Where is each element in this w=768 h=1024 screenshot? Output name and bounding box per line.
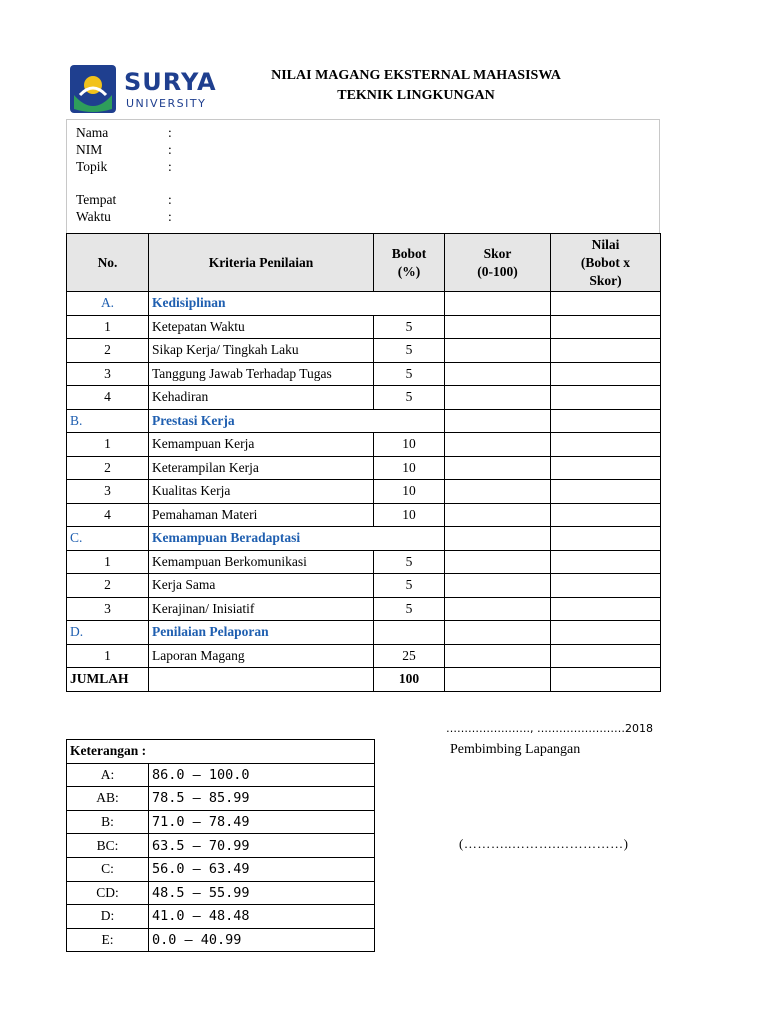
item-name: Tanggung Jawab Terhadap Tugas (149, 362, 374, 386)
legend-row (67, 857, 375, 881)
legend-range: 41.0 – 48.48 (149, 905, 375, 929)
section-name: Prestasi Kerja (149, 409, 445, 433)
header-nilai-line3: Skor) (589, 272, 622, 288)
document-title (246, 66, 586, 106)
table-row (67, 433, 661, 457)
value-cell[interactable] (551, 433, 661, 457)
item-name: Kemampuan Kerja (149, 433, 374, 457)
item-bobot: 5 (374, 574, 445, 598)
value-cell[interactable] (551, 480, 661, 504)
header-nilai-line1: Nilai (591, 236, 620, 252)
section-row-b (67, 409, 661, 433)
item-no: 4 (67, 503, 149, 527)
score-cell[interactable] (445, 456, 551, 480)
header-skor-line2: (0-100) (477, 263, 518, 279)
score-cell[interactable] (445, 503, 551, 527)
identity-label: NIM (76, 142, 103, 157)
item-no: 1 (67, 315, 149, 339)
section-name: Kedisiplinan (149, 292, 445, 316)
identity-row-topik (76, 159, 172, 175)
identity-colon: : (168, 125, 172, 140)
score-cell[interactable] (445, 550, 551, 574)
section-name: Penilaian Pelaporan (149, 621, 374, 645)
value-cell[interactable] (551, 550, 661, 574)
bobot-cell (374, 621, 445, 645)
total-bobot: 100 (374, 668, 445, 692)
section-letter: A. (67, 292, 149, 316)
header-nilai (551, 234, 661, 292)
title-line-1: NILAI MAGANG EKSTERNAL MAHASISWA (271, 68, 561, 83)
score-cell[interactable] (445, 480, 551, 504)
section-letter: C. (67, 527, 149, 551)
item-name: Kerja Sama (149, 574, 374, 598)
item-name: Pemahaman Materi (149, 503, 374, 527)
score-cell[interactable] (445, 644, 551, 668)
table-row (67, 456, 661, 480)
value-cell[interactable] (551, 574, 661, 598)
total-score-cell[interactable] (445, 668, 551, 692)
table-row (67, 315, 661, 339)
total-row (67, 668, 661, 692)
legend-row (67, 881, 375, 905)
legend-grade: B: (67, 810, 149, 834)
section-letter: B. (67, 409, 149, 433)
table-row (67, 574, 661, 598)
identity-label: Topik (76, 159, 108, 174)
value-cell[interactable] (551, 315, 661, 339)
score-cell[interactable] (445, 386, 551, 410)
item-bobot: 5 (374, 597, 445, 621)
legend-range: 48.5 – 55.99 (149, 881, 375, 905)
legend-row (67, 763, 375, 787)
value-cell[interactable] (551, 339, 661, 363)
value-cell[interactable] (551, 386, 661, 410)
identity-colon: : (168, 142, 172, 157)
legend-range: 78.5 – 85.99 (149, 787, 375, 811)
item-no: 1 (67, 644, 149, 668)
item-bobot: 5 (374, 386, 445, 410)
section-row-a (67, 292, 661, 316)
signature-line: (………..……….……………) (459, 836, 629, 851)
assessment-table (66, 233, 661, 692)
identity-colon: : (168, 159, 172, 174)
identity-colon: : (168, 192, 172, 207)
header-bobot-line1: Bobot (391, 245, 427, 261)
item-bobot: 10 (374, 433, 445, 457)
table-row (67, 550, 661, 574)
score-cell[interactable] (445, 315, 551, 339)
header-kriteria: Kriteria Penilaian (149, 234, 374, 292)
legend-row (67, 834, 375, 858)
table-row (67, 480, 661, 504)
item-name: Ketepatan Waktu (149, 315, 374, 339)
legend-grade: C: (67, 857, 149, 881)
table-row (67, 644, 661, 668)
legend-grade: BC: (67, 834, 149, 858)
logo-sub-text: UNIVERSITY (126, 97, 207, 110)
item-name: Laporan Magang (149, 644, 374, 668)
item-no: 3 (67, 597, 149, 621)
legend-grade: AB: (67, 787, 149, 811)
item-bobot: 5 (374, 315, 445, 339)
item-no: 3 (67, 480, 149, 504)
legend-range: 86.0 – 100.0 (149, 763, 375, 787)
section-name: Kemampuan Beradaptasi (149, 527, 445, 551)
identity-row-waktu (76, 209, 172, 225)
header-skor-line1: Skor (483, 245, 512, 261)
legend-row (67, 905, 375, 929)
section-row-c (67, 527, 661, 551)
identity-label: Tempat (76, 192, 117, 207)
legend-grade: E: (67, 928, 149, 952)
legend-row (67, 810, 375, 834)
total-value-cell[interactable] (551, 668, 661, 692)
item-name: Sikap Kerja/ Tingkah Laku (149, 339, 374, 363)
identity-row-nim (76, 142, 172, 158)
item-bobot: 10 (374, 503, 445, 527)
item-no: 2 (67, 574, 149, 598)
score-cell[interactable] (445, 292, 551, 316)
identity-colon: : (168, 209, 172, 224)
identity-row-tempat (76, 192, 172, 208)
table-row (67, 503, 661, 527)
total-blank-cell (149, 668, 374, 692)
score-cell[interactable] (445, 433, 551, 457)
item-name: Keterampilan Kerja (149, 456, 374, 480)
item-bobot: 10 (374, 480, 445, 504)
item-bobot: 10 (374, 456, 445, 480)
value-cell[interactable] (551, 621, 661, 645)
legend-title-row (67, 740, 375, 764)
student-identity-box (66, 119, 660, 233)
score-cell[interactable] (445, 597, 551, 621)
score-cell[interactable] (445, 339, 551, 363)
value-cell[interactable] (551, 362, 661, 386)
value-cell[interactable] (551, 527, 661, 551)
item-name: Kehadiran (149, 386, 374, 410)
header-nilai-line2: (Bobot x (580, 254, 631, 270)
value-cell[interactable] (551, 409, 661, 433)
logo-brand-text: SURYA (124, 68, 217, 96)
header-skor (445, 234, 551, 292)
item-no: 1 (67, 433, 149, 457)
score-cell[interactable] (445, 621, 551, 645)
item-bobot: 5 (374, 362, 445, 386)
signature-date: …………….……., ……………………2018 (446, 722, 653, 735)
header-no: No. (67, 234, 149, 292)
legend-range: 0.0 – 40.99 (149, 928, 375, 952)
item-no: 1 (67, 550, 149, 574)
value-cell[interactable] (551, 597, 661, 621)
score-cell[interactable] (445, 527, 551, 551)
total-label: JUMLAH (67, 668, 149, 692)
value-cell[interactable] (551, 644, 661, 668)
legend-range: 56.0 – 63.49 (149, 857, 375, 881)
table-row (67, 386, 661, 410)
legend-range: 63.5 – 70.99 (149, 834, 375, 858)
table-row (67, 597, 661, 621)
table-row (67, 362, 661, 386)
item-name: Kualitas Kerja (149, 480, 374, 504)
legend-grade: D: (67, 905, 149, 929)
item-bobot: 5 (374, 339, 445, 363)
section-letter: D. (67, 621, 149, 645)
legend-grade: CD: (67, 881, 149, 905)
score-cell[interactable] (445, 574, 551, 598)
item-no: 3 (67, 362, 149, 386)
logo-emblem-icon (70, 65, 230, 115)
section-row-d (67, 621, 661, 645)
item-no: 4 (67, 386, 149, 410)
title-line-2: TEKNIK LINGKUNGAN (337, 88, 495, 103)
table-row (67, 339, 661, 363)
item-bobot: 25 (374, 644, 445, 668)
item-name: Kerajinan/ Inisiatif (149, 597, 374, 621)
score-cell[interactable] (445, 409, 551, 433)
value-cell[interactable] (551, 456, 661, 480)
item-name: Kemampuan Berkomunikasi (149, 550, 374, 574)
surya-university-logo (70, 65, 230, 115)
identity-row-nama (76, 125, 172, 141)
grade-legend-table (66, 739, 375, 952)
table-header-row (67, 234, 661, 292)
legend-row (67, 928, 375, 952)
value-cell[interactable] (551, 503, 661, 527)
item-no: 2 (67, 339, 149, 363)
legend-range: 71.0 – 78.49 (149, 810, 375, 834)
legend-title: Keterangan : (67, 740, 375, 764)
identity-label: Nama (76, 125, 109, 140)
signature-role: Pembimbing Lapangan (450, 742, 581, 757)
legend-row (67, 787, 375, 811)
header-bobot (374, 234, 445, 292)
item-no: 2 (67, 456, 149, 480)
score-cell[interactable] (445, 362, 551, 386)
identity-label: Waktu (76, 209, 111, 224)
header-bobot-line2: (%) (397, 263, 421, 279)
legend-grade: A: (67, 763, 149, 787)
item-bobot: 5 (374, 550, 445, 574)
value-cell[interactable] (551, 292, 661, 316)
